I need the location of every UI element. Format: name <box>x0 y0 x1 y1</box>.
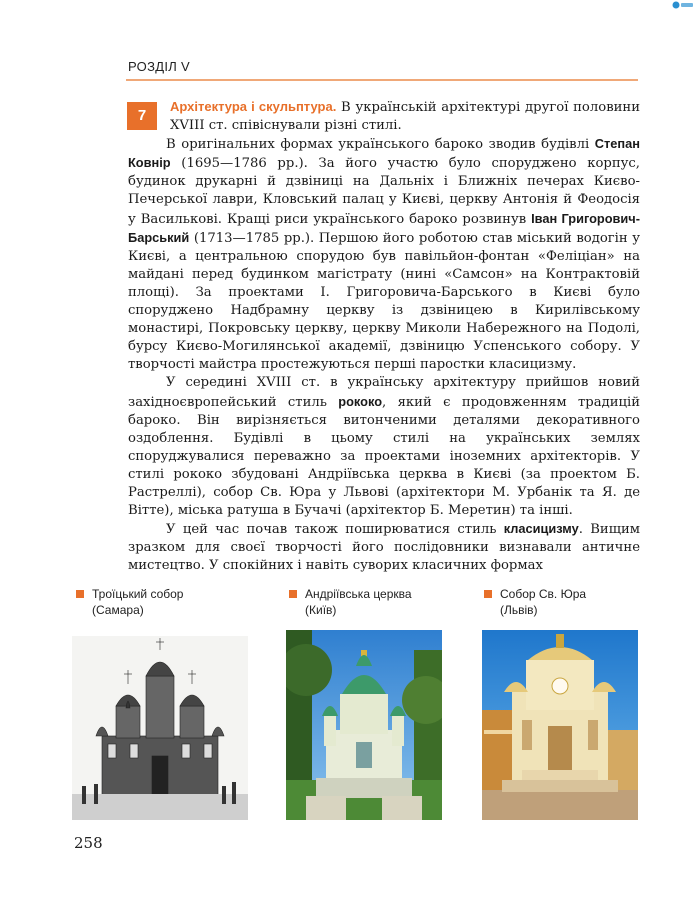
architect-name: Іван Григорович-Барський <box>128 210 640 245</box>
section-label: РОЗДІЛ V <box>128 59 190 74</box>
caption-place: (Самара) <box>92 603 144 617</box>
paragraph-lead <box>170 98 640 135</box>
lead-text: В українській архітектурі другої половини XVIII ст. співіснували різні стилі. <box>170 100 640 134</box>
text-run: У середині XVIII ст. в українську архітектуру прийшов новий західноєвропейський стиль <box>128 375 640 410</box>
paragraph-rococo <box>128 374 640 520</box>
bullet-square <box>289 590 297 598</box>
bullet-square <box>484 590 492 598</box>
figure-caption <box>92 586 183 618</box>
style-term: класицизму <box>503 521 579 537</box>
text-run: (1695—1786 рр.). За його участю було споруджено корпус, будинок друкарні й дзвіниці на Дальніх і Ближніх печерах Києво-Печерської лаври, Кловський палац у Києві, церкву Антонія й Феодосія у Василькові. Кращі риси українського бароко розвинув <box>128 156 640 227</box>
paragraph-classicism <box>128 520 640 575</box>
style-term: рококо <box>338 393 383 409</box>
figure-caption <box>305 586 412 618</box>
text-run: . Вищим зразком для своєї творчості його послідовники визнавали античне мистецтво. У спокійних і навіть суворих класичних формах <box>128 522 641 574</box>
architect-name: Степан Ковнір <box>128 136 640 171</box>
trinity-cathedral-image <box>72 636 248 820</box>
paragraph-heading: Архітектура і скульптура. <box>170 99 337 114</box>
caption-place: (Київ) <box>305 603 337 617</box>
text-run: (1713—1785 рр.). Першою його роботою став міський водогін у Києві, а центральною спорудою був павільйон-фонтан «Феліціан» на майдані перед будинком магістрату (нині «Самсон» на Контрактовій площі). За проектами І. Григоровича-Барського в Києві було споруджено Надбрамну церкву із дзвіницею в Кирилівському монастирі, Покровську церкву, церкву Миколи Набережного на Подолі, бурсу Києво-Могилянської академії, дзвіницю Успенського собору. У творчості майстра простежуються перші паростки класицизму. <box>128 230 640 373</box>
caption-title: Троїцький собор <box>92 587 184 601</box>
text-run: В оригінальних формах українського бароко зводив будівлі <box>166 137 595 153</box>
bullet-square <box>76 590 84 598</box>
caption-title: Андріївська церква <box>305 587 412 601</box>
section-divider <box>126 79 638 81</box>
text-run: , який є продовженням традицій бароко. Він вирізняється витонченими деталями декоративного оздоблення. Будівлі в цьому стилі на українських землях споруджувалися переважно за проектами іноземних архітекторів. У стилі рококо збудовані Андріївська церква в Києві (за проектом Б. Растреллі), собор Св. Юра у Львові (архітектори М. Урбанік та Я. де Вітте), міська ратуша в Бучачі (архітектор Б. Меретин) та інші. <box>128 394 640 519</box>
caption-title: Собор Св. Юра <box>500 587 587 601</box>
figure-caption <box>500 586 586 618</box>
text-run: У цей час почав також поширюватися стиль <box>166 522 504 538</box>
st-george-cathedral-image <box>482 630 638 820</box>
st-andrews-church-image <box>286 630 442 820</box>
page-number: 258 <box>74 834 103 852</box>
main-text <box>128 98 641 575</box>
publisher-logo <box>672 0 694 10</box>
paragraph-baroque <box>128 135 640 374</box>
paragraph-number-badge: 7 <box>127 102 157 130</box>
caption-place: (Львів) <box>500 603 538 617</box>
